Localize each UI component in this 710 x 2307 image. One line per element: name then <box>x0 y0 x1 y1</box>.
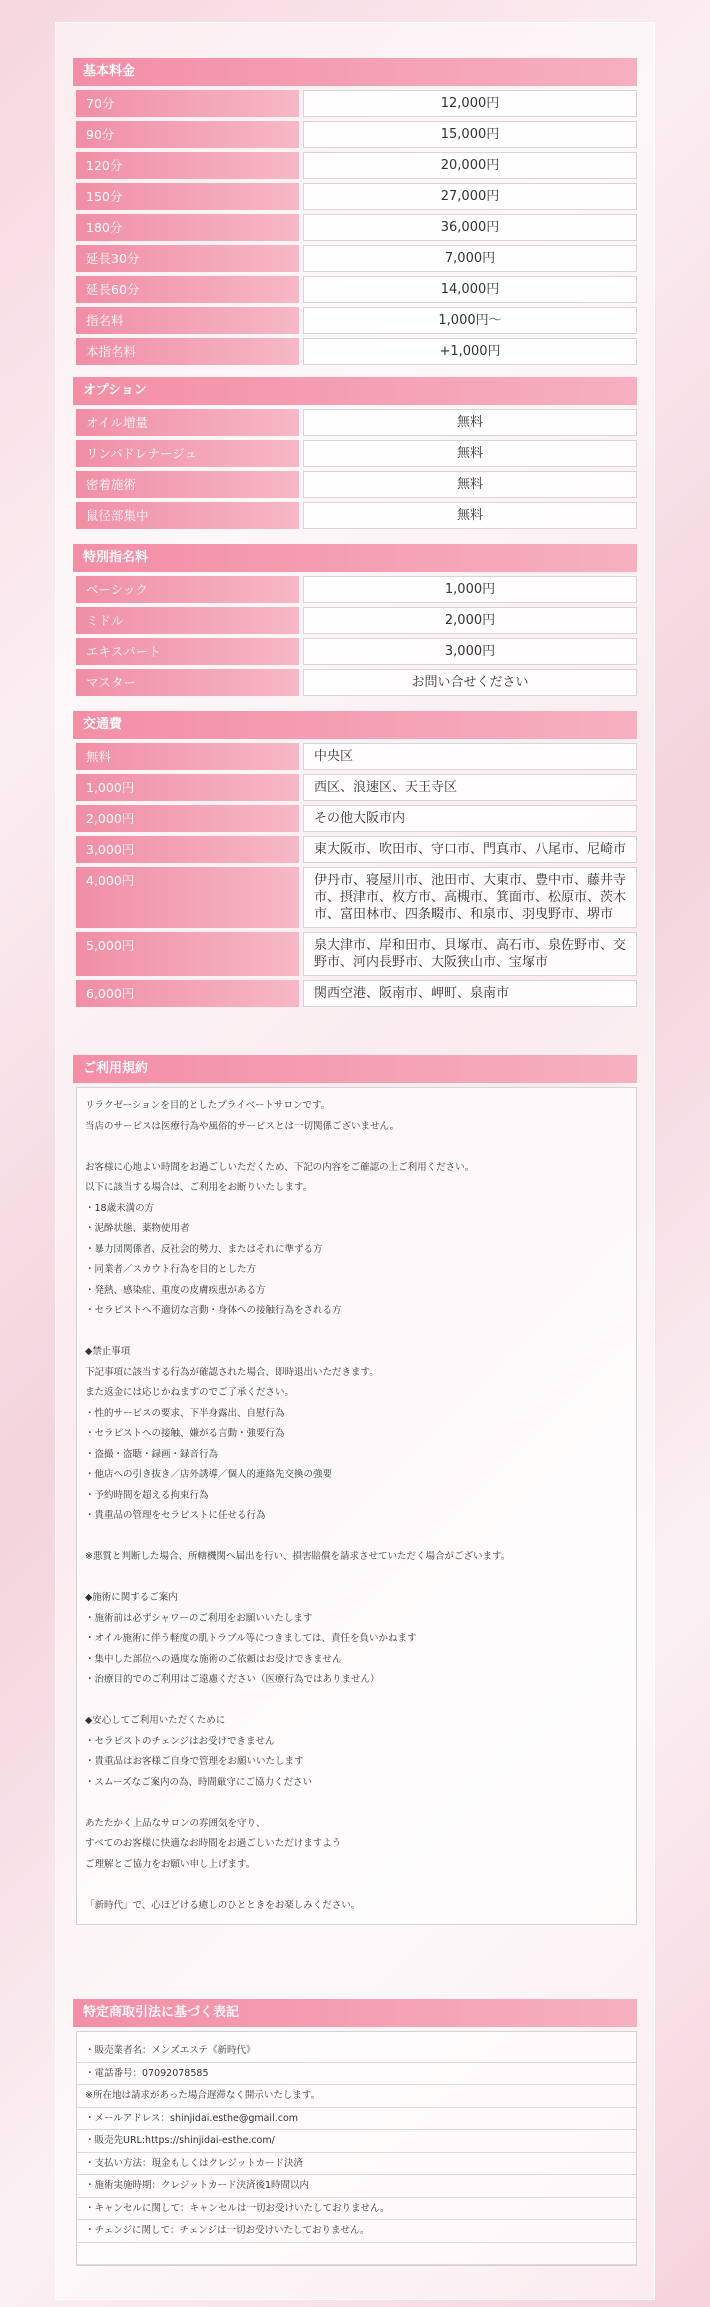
row-value: 3,000円 <box>303 638 637 665</box>
row-label: 1,000円 <box>76 774 299 801</box>
options-section <box>73 377 637 529</box>
row-label: 120分 <box>76 152 299 179</box>
text-line: ・チェンジに関して：チェンジは一切お受けいたしておりません。 <box>77 2220 636 2243</box>
text-line <box>85 1137 628 1158</box>
legal-notice-body <box>76 2031 637 2266</box>
text-line: ・発熱、感染症、重度の皮膚疾患がある方 <box>85 1284 266 1296</box>
text-line: 「新時代」で、心ほどける癒しのひとときをお楽しみください。 <box>85 1899 361 1911</box>
table-row <box>76 121 637 148</box>
table-row <box>76 867 637 928</box>
text-line: 以下に該当する場合は、ご利用をお断りいたします。 <box>85 1182 313 1193</box>
row-value: 12,000円 <box>303 90 637 117</box>
text-line: ◆安心してご利用いただくために <box>85 1715 226 1726</box>
row-value: 伊丹市、寝屋川市、池田市、大東市、豊中市、藤井寺市、摂津市、枚方市、高槻市、箕面市、松原市、茨木市、富田林市、四条畷市、和泉市、羽曳野市、堺市 <box>303 867 637 928</box>
row-value: 20,000円 <box>303 152 637 179</box>
terms-body <box>76 1087 637 1925</box>
row-label: エキスパート <box>76 638 299 665</box>
text-line: ・予約時間を超える拘束行為 <box>85 1489 209 1501</box>
text-line <box>85 1691 628 1712</box>
table-row <box>76 607 637 634</box>
row-value: 無料 <box>303 502 637 529</box>
row-value: 東大阪市、吹田市、守口市、門真市、八尾市、尼崎市 <box>303 836 637 863</box>
row-label: マスター <box>76 669 299 696</box>
text-line: あたたかく上品なサロンの雰囲気を守り、 <box>85 1817 266 1829</box>
section-title: 交通費 <box>73 711 637 739</box>
special-nomination-section <box>73 544 637 696</box>
text-line: ※所在地は請求があった場合遅滞なく開示いたします。 <box>77 2085 636 2108</box>
table-row <box>76 669 637 696</box>
text-line: ・施術前は必ずシャワーのご利用をお願いいたします <box>85 1612 313 1624</box>
legal-notice-section <box>73 1999 637 2266</box>
section-title: オプション <box>73 377 637 405</box>
table-row <box>76 836 637 863</box>
row-value: その他大阪市内 <box>303 805 637 832</box>
row-value: 1,000円 <box>303 576 637 603</box>
basic-price-section <box>73 58 637 365</box>
row-value: +1,000円 <box>303 338 637 365</box>
row-label: 4,000円 <box>76 867 299 928</box>
table-row <box>76 276 637 303</box>
text-line: ・販売業者名：メンズエステ《新時代》 <box>77 2040 636 2063</box>
table-row <box>76 307 637 334</box>
row-value: 関西空港、阪南市、岬町、泉南市 <box>303 980 637 1007</box>
row-label: 指名料 <box>76 307 299 334</box>
table-row <box>76 245 637 272</box>
row-value: 中央区 <box>303 743 637 770</box>
row-label: 延長30分 <box>76 245 299 272</box>
table-row <box>76 183 637 210</box>
text-line: ◆施術に関するご案内 <box>85 1592 178 1603</box>
row-value: 7,000円 <box>303 245 637 272</box>
row-label: 3,000円 <box>76 836 299 863</box>
row-label: 90分 <box>76 121 299 148</box>
row-label: 無料 <box>76 743 299 770</box>
text-line: 当店のサービスは医療行為や風俗的サービスとは一切関係ございません。 <box>85 1120 400 1132</box>
table-row <box>76 743 637 770</box>
section-title: 特別指名料 <box>73 544 637 572</box>
table-row <box>76 152 637 179</box>
text-line: ・泥酔状態、薬物使用者 <box>85 1223 190 1234</box>
row-label: リンパドレナージュ <box>76 440 299 467</box>
text-line: ・他店への引き抜き／店外誘導／個人的連絡先交換の強要 <box>85 1469 333 1480</box>
transport-table <box>73 743 637 1007</box>
text-line: また返金には応じかねますのでご了承ください。 <box>85 1387 295 1398</box>
text-line: ・オイル施術に伴う軽度の肌トラブル等につきましては、責任を負いかねます <box>85 1633 417 1644</box>
row-value: 泉大津市、岸和田市、貝塚市、高石市、泉佐野市、交野市、河内長野市、大阪狭山市、宝塚市 <box>303 932 637 976</box>
text-line: ご理解とご協力をお願い申し上げます。 <box>85 1858 256 1870</box>
text-line: ・集中した部位への過度な施術のご依頼はお受けできません <box>85 1653 342 1665</box>
row-label: 2,000円 <box>76 805 299 832</box>
table-row <box>76 90 637 117</box>
row-label: ベーシック <box>76 576 299 603</box>
special-nomination-table <box>73 576 637 696</box>
table-row <box>76 932 637 976</box>
text-line: ・貴重品はお客様ご自身で管理をお願いいたします <box>85 1756 304 1767</box>
row-label: 5,000円 <box>76 932 299 976</box>
text-line: すべてのお客様に快適なお時間をお過ごしいただけますよう <box>85 1838 342 1849</box>
text-line: ・18歳未満の方 <box>85 1202 155 1214</box>
text-line: ・販売先URL:https://shinjidai-esthe.com/ <box>77 2130 636 2153</box>
text-line: ・性的サービスの要求、下半身露出、自慰行為 <box>85 1407 285 1419</box>
table-row <box>76 638 637 665</box>
row-value: 西区、浪速区、天王寺区 <box>303 774 637 801</box>
section-title: 基本料金 <box>73 58 637 86</box>
row-value: 27,000円 <box>303 183 637 210</box>
row-label: 6,000円 <box>76 980 299 1007</box>
row-value: 14,000円 <box>303 276 637 303</box>
row-value: 36,000円 <box>303 214 637 241</box>
table-row <box>76 409 637 436</box>
text-line: ・貴重品の管理をセラピストに任せる行為 <box>85 1510 266 1521</box>
row-value: 15,000円 <box>303 121 637 148</box>
table-row <box>76 502 637 529</box>
text-line: ・盗撮・盗聴・録画・録音行為 <box>85 1448 219 1460</box>
text-line: 下記事項に該当する行為が確認された場合、即時退出いただきます。 <box>85 1366 379 1378</box>
text-line: ・治療目的でのご利用はご遠慮ください（医療行為ではありません） <box>85 1674 380 1685</box>
row-label: ミドル <box>76 607 299 634</box>
row-label: 180分 <box>76 214 299 241</box>
terms-section <box>73 1055 637 1925</box>
text-line: ◆禁止事項 <box>85 1346 131 1357</box>
row-label: 密着施術 <box>76 471 299 498</box>
text-line: ・電話番号：07092078585 <box>77 2063 636 2086</box>
text-line: ・施術実施時期：クレジットカード決済後1時間以内 <box>77 2175 636 2198</box>
table-row <box>76 214 637 241</box>
table-row <box>76 471 637 498</box>
transport-section <box>73 711 637 1007</box>
row-value: 1,000円〜 <box>303 307 637 334</box>
text-line: ※悪質と判断した場合、所轄機関へ届出を行い、損害賠償を請求させていただく場合がございます。 <box>85 1551 511 1562</box>
table-row <box>76 980 637 1007</box>
text-line: ・同業者／スカウト行為を目的とした方 <box>85 1264 257 1275</box>
row-label: 鼠径部集中 <box>76 502 299 529</box>
text-line: ・暴力団関係者、反社会的勢力、またはそれに準ずる方 <box>85 1243 323 1255</box>
text-line <box>85 1793 628 1814</box>
text-line: リラクゼーションを目的としたプライベートサロンです。 <box>85 1100 331 1111</box>
row-label: 150分 <box>76 183 299 210</box>
row-label: 延長60分 <box>76 276 299 303</box>
text-line: ・セラピストのチェンジはお受けできません <box>85 1735 275 1747</box>
section-title: ご利用規約 <box>73 1055 637 1083</box>
row-value: 無料 <box>303 409 637 436</box>
text-line: ・キャンセルに関して：キャンセルは一切お受けいたしておりません。 <box>77 2198 636 2221</box>
text-line <box>85 1875 628 1896</box>
text-line: ・セラピストへ不適切な言動・身体への接触行為をされる方 <box>85 1305 342 1316</box>
options-table <box>73 409 637 529</box>
row-value: 2,000円 <box>303 607 637 634</box>
text-line <box>77 2243 636 2266</box>
table-row <box>76 774 637 801</box>
text-line: ・メールアドレス：shinjidai.esthe@gmail.com <box>77 2108 636 2131</box>
row-value: 無料 <box>303 440 637 467</box>
row-label: 70分 <box>76 90 299 117</box>
row-label: 本指名料 <box>76 338 299 365</box>
text-line <box>85 1568 628 1589</box>
table-row <box>76 338 637 365</box>
text-line: お客様に心地よい時間をお過ごしいただくため、下記の内容をご確認の上ご利用ください。 <box>85 1161 475 1173</box>
text-line <box>85 1322 628 1343</box>
row-value: 無料 <box>303 471 637 498</box>
row-label: オイル増量 <box>76 409 299 436</box>
section-title: 特定商取引法に基づく表記 <box>73 1999 637 2027</box>
table-row <box>76 440 637 467</box>
text-line: ・スムーズなご案内の為、時間厳守にご協力ください <box>85 1776 313 1788</box>
row-value: お問い合せください <box>303 669 637 696</box>
basic-price-table <box>73 90 637 365</box>
table-row <box>76 805 637 832</box>
table-row <box>76 576 637 603</box>
text-line: ・セラピストへの接触、嫌がる言動・強要行為 <box>85 1428 285 1439</box>
text-line: ・支払い方法：現金もしくはクレジットカード決済 <box>77 2153 636 2176</box>
text-line <box>85 1527 628 1548</box>
